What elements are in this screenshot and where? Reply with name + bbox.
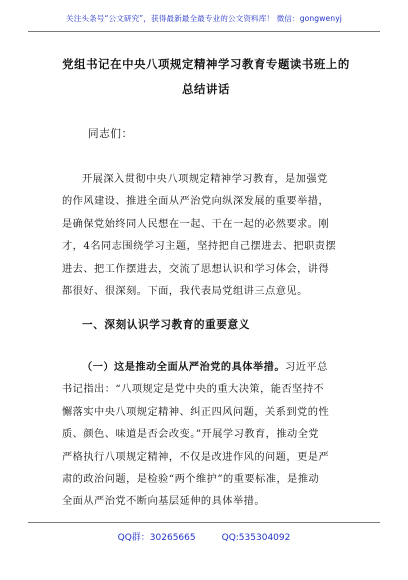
document-title: 党组书记在中央八项规定精神学习教育专题读书班上的总结讲话	[62, 57, 350, 96]
paragraph-line: 进去、把工作摆进去，交流了思想认识和学习体会，讲得	[62, 263, 330, 275]
paragraph-line	[62, 356, 352, 379]
footer-divider	[28, 522, 380, 523]
paragraph-line: 全面从严治党不断向基层延伸的具体举措。	[62, 496, 266, 508]
paragraph-line: 懈落实中央八项规定精神、纠正四风问题，关系到党的性	[62, 406, 330, 418]
paragraph-line: 的作风建设、推进全面从严治党向纵深发展的重要举措，	[62, 196, 330, 208]
subsection-paragraph	[62, 356, 352, 514]
footer-qq-group: QQ群：30265665	[117, 533, 196, 543]
paragraph-line: 书记指出：“八项规定是党中央的重大决策，能否坚持不	[62, 384, 325, 396]
paragraph-line: 开展深入贯彻中央八项规定精神学习教育，是加强党	[82, 174, 328, 185]
paragraph-line: 肃的政治问题，是检验“两个维护”的重要标准，是推动	[62, 474, 320, 486]
section-heading: 一、深刻认识学习教育的重要意义	[82, 319, 250, 331]
intro-paragraph	[62, 169, 352, 303]
header-divider	[28, 31, 380, 32]
subsection-heading: （一）这是推动全面从严治党的具体举措。	[82, 361, 286, 373]
paragraph-line: 才，4名同志围绕学习主题，坚持把自己摆进去、把职责摆	[62, 241, 337, 253]
paragraph-line: 都很好、很深刻。下面，我代表局党组讲三点意见。	[62, 286, 308, 298]
paragraph-text: 习近平总	[285, 362, 328, 373]
footer	[0, 530, 408, 543]
footer-qq: QQ:535304092	[221, 533, 291, 543]
paragraph-line: 是确保党始终同人民想在一起、干在一起的必然要求。刚	[62, 218, 330, 230]
salutation: 同志们：	[88, 128, 133, 140]
paragraph-line: 严格执行八项规定精神，不仅是改进作风的问题，更是严	[62, 451, 330, 463]
header-banner: 关注头条号“公文研究”，获得最新最全最专业的公文资料库！ 微信：gongwenyj	[66, 14, 342, 23]
paragraph-line: 质、颜色、味道是否会改变。”开展学习教育，推动全党	[62, 429, 320, 441]
